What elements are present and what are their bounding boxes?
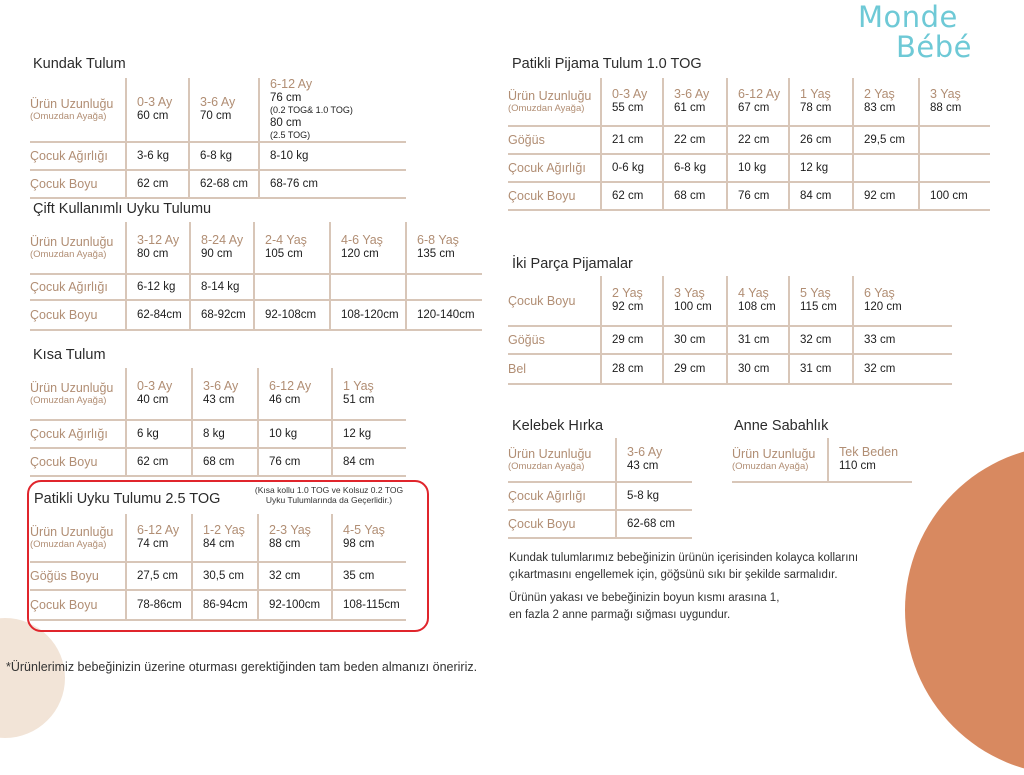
size-value: 30 cm [674,334,706,346]
row-label-sub: (Omuzdan Ayağa) [30,395,107,406]
size-cell [663,126,727,154]
row-label-sub: (Omuzdan Ayağa) [508,103,585,114]
size-cell [727,182,789,210]
row-label-text: Çocuk Boyu [508,517,576,531]
size-value: 0-6 kg [612,162,644,174]
size-value: 88 cm [930,102,962,114]
size-age-label: 4-6 Yaş [341,233,383,247]
size-value: 84 cm [203,538,235,550]
size-age-label: 6-12 Ay [269,379,312,393]
size-value: 92 cm [864,190,896,202]
size-value: 84 cm [800,190,832,202]
size-cell [853,354,952,384]
size-cell [853,154,919,182]
size-value: 108 cm [738,301,776,313]
size-value: 8-10 kg [270,150,309,162]
size-age-label: 1 Yaş [343,379,374,393]
table-row [508,510,692,538]
size-age-label: 0-3 Ay [137,95,173,109]
size-value: 92 cm [612,301,644,313]
patikli-uyku-title: Patikli Uyku Tulumu 2.5 TOG [34,491,221,507]
size-cell [258,448,332,476]
patikli-uyku-highlight-frame [27,480,429,632]
row-label [30,274,126,300]
yaka-note [509,590,779,624]
size-cell [330,274,406,300]
row-label-sub: (Omuzdan Ayağa) [30,539,107,550]
table-row [508,78,990,126]
patikli-uyku-note-line-2: Uyku Tulumlarında da Geçerlidir.) [265,495,393,505]
size-value: 135 cm [417,248,455,260]
kundak-note [509,550,858,584]
size-value: 83 cm [864,102,896,114]
size-value: 22 cm [674,134,706,146]
size-cell [406,274,482,300]
row-label-text: Ürün Uzunluğu [30,235,114,249]
row-label-text: Ürün Uzunluğu [30,97,114,111]
row-label-text: Çocuk Ağırlığı [508,161,586,175]
size-cell [126,368,192,420]
row-label [508,276,601,326]
size-age-label: 6-12 Ay [137,523,180,537]
size-age-label: 6 Yaş [864,286,895,300]
table-row [30,170,406,198]
size-cell [601,276,663,326]
decorative-circle-right [905,445,1024,775]
row-label-text: Ürün Uzunluğu [732,447,816,461]
size-value: 68-76 cm [270,178,318,190]
size-cell [126,448,192,476]
size-cell [727,78,789,126]
size-value: 62-68 cm [627,518,675,530]
size-cell [330,300,406,330]
size-value: 29,5 cm [864,134,905,146]
size-cell [259,78,406,142]
row-label-text: Çocuk Boyu [30,598,98,612]
size-age-label: 6-12 Ay [738,87,781,101]
size-cell [727,154,789,182]
row-label [508,482,616,510]
row-label-text: Çocuk Boyu [508,293,576,308]
size-cell [126,420,192,448]
table-row [508,326,952,354]
size-cell [332,420,406,448]
size-cell [789,182,853,210]
kelebek-size-table [508,438,692,539]
size-value: 84 cm [343,456,375,468]
size-age-label: 6-12 Ay [270,77,313,91]
size-cell [919,78,990,126]
size-cell [663,326,727,354]
size-cell [919,182,990,210]
size-value: 120-140cm [417,309,475,321]
size-cell [601,78,663,126]
size-value: 10 kg [738,162,767,174]
size-value: 8-14 kg [201,281,240,293]
size-cell [190,222,254,274]
row-label [30,170,126,198]
row-label-text: Ürün Uzunluğu [508,447,592,461]
size-cell [254,274,330,300]
size-cell [190,274,254,300]
size-value: 68 cm [203,456,235,468]
row-label [508,326,601,354]
size-value: 6 kg [137,428,159,440]
size-value: 80 cm [137,248,169,260]
cift-size-table [30,222,482,331]
size-cell [789,326,853,354]
size-value: 33 cm [864,334,896,346]
row-label [732,438,828,482]
patikli-pijama-size-table [508,78,990,211]
row-label [30,448,126,476]
size-age-label: 5 Yaş [800,286,831,300]
size-age-label: 2 Yaş [612,286,643,300]
size-cell [601,182,663,210]
row-label-text: Ürün Uzunluğu [30,381,114,395]
size-value: 100 cm [674,301,712,313]
size-value: 60 cm [137,110,169,122]
row-label [30,142,126,170]
size-cell [601,154,663,182]
row-label-text: Çocuk Boyu [30,308,98,322]
row-label-text: Çocuk Boyu [508,189,576,203]
table-row [30,368,406,420]
size-value: 108-115cm [343,599,400,611]
size-value: 32 cm [269,570,301,582]
size-cell [332,368,406,420]
size-cell [190,300,254,330]
size-value: 29 cm [612,334,644,346]
table-row [30,420,406,448]
size-value: 6-12 kg [137,281,176,293]
anne-size-table [732,438,912,483]
table-row [508,182,990,210]
iki-parca-title: İki Parça Pijamalar [512,256,633,272]
size-value: 62 cm [137,456,169,468]
size-cell [406,300,482,330]
size-cell [663,182,727,210]
size-cell [727,276,789,326]
size-age-label: 4-5 Yaş [343,523,385,537]
row-label [508,182,601,210]
size-cell [853,78,919,126]
row-label-text: Ürün Uzunluğu [30,525,114,539]
size-value: 55 cm [612,102,644,114]
size-value: 76 cm [270,92,302,104]
size-value-note: (0.2 TOG& 1.0 TOG) [270,105,353,115]
size-value: 76 cm [269,456,301,468]
size-cell [727,126,789,154]
row-label-text: Göğüs [508,333,545,347]
size-cell [258,420,332,448]
size-value: 3-6 kg [137,150,169,162]
table-row [30,274,482,300]
row-label [30,222,126,274]
kundak-note-line-1: Kundak tulumlarımız bebeğinizin ürünün içerisinden kolayca kollarını [509,552,859,564]
table-row [30,78,406,142]
row-label-sub: (Omuzdan Ayağa) [508,461,585,472]
logo-line-1: Monde [858,0,958,34]
row-label-sub: (Omuzdan Ayağa) [30,111,107,122]
row-label-text: Ürün Uzunluğu [508,89,592,103]
row-label [30,420,126,448]
size-cell [616,510,692,538]
row-label-text: Bel [508,362,527,376]
size-cell [663,354,727,384]
row-label-text: Çocuk Boyu [30,455,98,469]
size-age-label: 2-3 Yaş [269,523,311,537]
size-cell [189,78,259,142]
footer-note: *Ürünlerimiz bebeğinizin üzerine oturması gerektiğinden tam beden almanızı öneririz. [6,660,478,674]
table-row [30,222,482,274]
size-value: 61 cm [674,102,706,114]
size-cell [126,300,190,330]
size-cell [126,170,189,198]
row-label-sub: (Omuzdan Ayağa) [30,249,107,260]
size-value: 92-108cm [265,309,317,321]
kundak-note-line-2: çıkartmasını engellemek için, göğsünü sıkı bir şekilde sarmalıdır. [509,569,838,581]
size-cell [919,126,990,154]
size-cell [254,300,330,330]
size-cell [330,222,406,274]
size-value: 76 cm [738,190,770,202]
size-value: 68 cm [674,190,706,202]
size-value: 32 cm [864,363,896,375]
size-cell [254,222,330,274]
size-value: 40 cm [137,394,169,406]
row-label [30,368,126,420]
size-value: 8 kg [203,428,225,440]
size-age-label: 2-4 Yaş [265,233,307,247]
table-row [508,482,692,510]
size-value: 62-68 cm [200,178,248,190]
patikli-pijama-title: Patikli Pijama Tulum 1.0 TOG [512,56,702,72]
size-value: 62-84cm [137,309,182,321]
table-row [30,142,406,170]
size-value: 26 cm [800,134,832,146]
anne-title: Anne Sabahlık [734,418,829,434]
size-age-label: 3-6 Ay [674,87,710,101]
size-value: 105 cm [265,248,303,260]
size-cell [616,438,692,482]
size-age-label: Tek Beden [839,445,899,459]
size-cell [616,482,692,510]
size-cell [406,222,482,274]
size-cell [789,78,853,126]
row-label [508,78,601,126]
kundak-size-table [30,78,406,199]
size-cell [601,354,663,384]
size-age-label: 0-3 Ay [612,87,648,101]
size-cell [853,126,919,154]
size-value: 92-100cm [269,599,321,611]
size-value: 90 cm [201,248,233,260]
size-age-label: 0-3 Ay [137,379,173,393]
size-value: 74 cm [137,538,169,550]
size-age-label: 4 Yaş [738,286,769,300]
size-value: 86-94cm [203,599,248,611]
table-row [508,438,692,482]
table-row [508,154,990,182]
size-value: 98 cm [343,538,375,550]
size-value: 78-86cm [137,599,182,611]
size-cell [192,420,258,448]
size-cell [663,154,727,182]
size-age-label: 1-2 Yaş [203,523,245,537]
size-value: 108-120cm [341,309,399,321]
row-label [30,78,126,142]
yaka-note-line-2: en fazla 2 anne parmağı sığması uygundur. [509,609,731,621]
table-row [732,438,912,482]
size-value: 68-92cm [201,309,246,321]
size-cell [727,326,789,354]
kundak-title: Kundak Tulum [33,56,126,72]
kelebek-title: Kelebek Hırka [512,418,604,434]
size-value: 110 cm [839,460,876,472]
size-cell [189,170,259,198]
size-cell [663,276,727,326]
size-value: 6-8 kg [674,162,706,174]
size-value: 10 kg [269,428,298,440]
size-value: 62 cm [137,178,169,190]
patikli-uyku-note-line-1: (Kısa kollu 1.0 TOG ve Kolsuz 0.2 TOG [254,485,404,495]
size-value: 21 cm [612,134,644,146]
size-value-note: (2.5 TOG) [270,130,311,140]
size-value: 80 cm [270,117,302,129]
size-value: 12 kg [343,428,372,440]
size-value: 120 cm [341,248,379,260]
size-value: 28 cm [612,363,644,375]
size-value: 88 cm [269,538,301,550]
size-age-label: 3 Yaş [930,87,961,101]
size-value: 51 cm [343,394,375,406]
size-age-label: 1 Yaş [800,87,831,101]
row-label-text: Çocuk Ağırlığı [508,489,586,503]
size-cell [727,354,789,384]
row-label-text: Çocuk Ağırlığı [30,149,108,163]
table-row [30,300,482,330]
table-row [508,276,952,326]
size-cell [601,126,663,154]
row-label [508,354,601,384]
size-value: 22 cm [738,134,770,146]
size-age-label: 8-24 Ay [201,233,244,247]
size-value: 43 cm [203,394,235,406]
size-value: 62 cm [612,190,644,202]
size-cell [919,154,990,182]
size-age-label: 3-12 Ay [137,233,180,247]
size-cell [789,126,853,154]
size-value: 29 cm [674,363,706,375]
size-value: 32 cm [800,334,832,346]
size-cell [126,274,190,300]
size-value: 31 cm [800,363,832,375]
size-cell [126,222,190,274]
table-row [508,354,952,384]
row-label [508,438,616,482]
size-value: 12 kg [800,162,829,174]
size-cell [192,448,258,476]
logo-line-2: Bébé [896,30,972,64]
size-age-label: 2 Yaş [864,87,895,101]
size-cell [259,142,406,170]
row-label-text: Göğüs [508,133,545,147]
size-value: 30,5 cm [203,570,244,582]
cift-title: Çift Kullanımlı Uyku Tulumu [33,201,212,217]
size-value: 5-8 kg [627,490,659,502]
size-cell [258,368,332,420]
size-value: 70 cm [200,110,232,122]
row-label-text: Göğüs Boyu [30,569,99,583]
kisa-title: Kısa Tulum [33,347,106,363]
size-age-label: 6-8 Yaş [417,233,459,247]
size-cell [259,170,406,198]
size-cell [192,368,258,420]
row-label [508,510,616,538]
size-cell [126,78,189,142]
row-label-text: Çocuk Boyu [30,177,98,191]
decorative-circle-left [0,618,65,738]
size-value: 31 cm [738,334,770,346]
size-value: 78 cm [800,102,832,114]
row-label-sub: (Omuzdan Ayağa) [732,461,809,472]
row-label [30,300,126,330]
row-label-text: Çocuk Ağırlığı [30,280,108,294]
monde-bebe-logo [858,2,988,62]
size-cell [663,78,727,126]
table-row [508,126,990,154]
size-cell [853,276,952,326]
size-age-label: 3-6 Ay [627,445,663,459]
size-cell [189,142,259,170]
size-cell [828,438,912,482]
size-value: 30 cm [738,363,770,375]
row-label [508,154,601,182]
size-value: 115 cm [800,301,837,313]
iki-parca-size-table [508,276,952,385]
size-age-label: 3 Yaş [674,286,705,300]
size-value: 100 cm [930,190,968,202]
size-value: 35 cm [343,570,375,582]
size-cell [332,448,406,476]
size-value: 6-8 kg [200,150,232,162]
size-cell [853,182,919,210]
size-age-label: 3-6 Ay [200,95,236,109]
size-cell [789,154,853,182]
size-cell [126,142,189,170]
size-value: 46 cm [269,394,301,406]
size-cell [853,326,952,354]
size-value: 67 cm [738,102,770,114]
size-age-label: 3-6 Ay [203,379,239,393]
yaka-note-line-1: Ürünün yakası ve bebeğinizin boyun kısmı arasına 1, [509,592,780,604]
size-value: 43 cm [627,460,659,472]
size-cell [789,276,853,326]
size-cell [789,354,853,384]
size-value: 120 cm [864,301,902,313]
table-row [30,448,406,476]
row-label-text: Çocuk Ağırlığı [30,427,108,441]
kisa-size-table [30,368,406,477]
size-cell [601,326,663,354]
row-label [508,126,601,154]
size-value: 27,5 cm [137,570,178,582]
